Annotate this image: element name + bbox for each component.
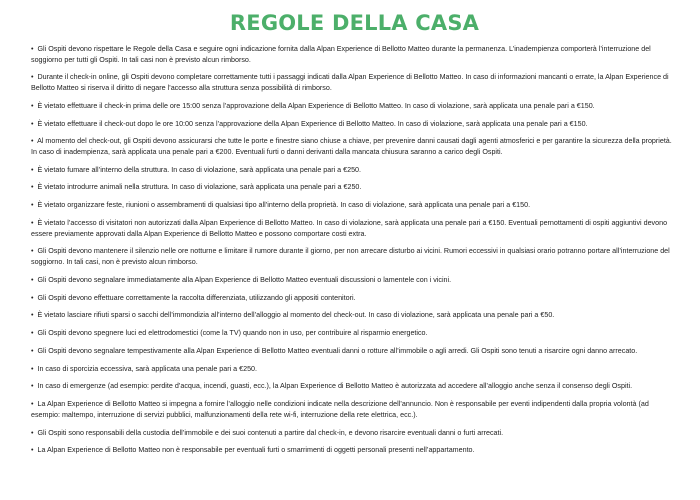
rule-text: È vietato fumare all’interno della struttura. In caso di violazione, sarà applicata una penale pari a €250. (37, 165, 361, 174)
rule-item (31, 182, 678, 193)
rules-list (31, 44, 678, 456)
rule-text: Al momento del check-out, gli Ospiti devono assicurarsi che tutte le porte e finestre siano chiuse a chiave, per prevenire danni causati dagli agenti atmosferici e per garantire la sicurezza della proprietà. In caso di inadempienza, sarà applicata una penale pari a €200. Eventuali furti o danni derivanti dalla mancata chiusura saranno a carico degli Ospiti. (31, 137, 672, 156)
document-title: REGOLE DELLA CASA (229, 11, 480, 35)
rule-text: In caso di emergenze (ad esempio: perdite d’acqua, incendi, guasti, ecc.), la Alpan Experience di Bellotto Matteo è autorizzata ad accedere all’alloggio anche senza il consenso degli Ospiti. (37, 382, 633, 391)
rule-text: È vietato introdurre animali nella struttura. In caso di violazione, sarà applicata una penale pari a €250. (37, 183, 362, 192)
bullet-icon: • (31, 201, 34, 210)
bullet-icon: • (31, 183, 34, 192)
rule-text: Gli Ospiti devono spegnere luci ed elettrodomestici (come la TV) quando non in uso, per contribuire al risparmio energetico. (37, 329, 428, 338)
rule-item (31, 328, 678, 339)
rule-text: La Alpan Experience di Bellotto Matteo non è responsabile per eventuali furti o smarrimenti di oggetti personali presenti nell’appartamento. (37, 446, 475, 455)
rule-text: Gli Ospiti sono responsabili della custodia dell’immobile e dei suoi contenuti a partire dal check-in, e devono risarcire eventuali danni o furti arrecati. (37, 428, 504, 437)
bullet-icon: • (31, 446, 34, 455)
rule-item (31, 364, 678, 375)
rule-item (31, 44, 678, 65)
rule-text: Gli Ospiti devono effettuare correttamente la raccolta differenziata, utilizzando gli appositi contenitori. (37, 293, 356, 302)
rule-text: Durante il check-in online, gli Ospiti devono completare correttamente tutti i passaggi indicati dalla Alpan Experience di Bellotto Matteo. In caso di informazioni mancanti o errate, la Alpan Experience di Bellotto Matteo si riserva il diritto di negare l’accesso alla struttura senza possibilità di rimborso. (31, 73, 669, 92)
bullet-icon: • (31, 311, 34, 320)
rule-text: È vietato effettuare il check-out dopo le ore 10:00 senza l’approvazione della Alpan Experience di Bellotto Matteo. In caso di violazione, sarà applicata una penale pari a €150. (37, 119, 588, 128)
rule-text: Gli Ospiti devono segnalare immediatamente alla Alpan Experience di Bellotto Matteo eventuali discussioni o lamentele con i vicini. (37, 275, 452, 284)
rule-item (31, 399, 678, 420)
bullet-icon: • (31, 329, 34, 338)
rule-item (31, 445, 678, 456)
rule-text: Gli Ospiti devono rispettare le Regole della Casa e seguire ogni indicazione fornita dalla Alpan Experience di Bellotto Matteo durante la permanenza. L’inadempienza comporterà l’interruzione del soggiorno per tutti gli Ospiti. In tali casi non è previsto alcun rimborso. (31, 45, 651, 64)
bullet-icon: • (31, 101, 34, 110)
rule-text: È vietato l’accesso di visitatori non autorizzati dalla Alpan Experience di Bellotto Matteo. In caso di violazione, sarà applicata una penale pari a €150. Eventuali pernottamenti di ospiti aggiuntivi devono essere previamente approvati dalla Alpan Experience di Bellotto Matteo e possono comportare costi extra. (31, 219, 668, 238)
rule-item (31, 119, 678, 130)
bullet-icon: • (31, 364, 34, 373)
rule-text: È vietato lasciare rifiuti sparsi o sacchi dell’immondizia all’interno dell’alloggio al momento del check-out. In caso di violazione, sarà applicata una penale pari a €50. (37, 311, 555, 320)
rule-item (31, 246, 678, 267)
rule-item (31, 293, 678, 304)
rule-item (31, 101, 678, 112)
rule-text: Gli Ospiti devono segnalare tempestivamente alla Alpan Experience di Bellotto Matteo eventuali danni o rotture all’immobile o agli arredi. Gli Ospiti sono tenuti a risarcire ogni danno arrecato. (37, 346, 638, 355)
rule-item (31, 428, 678, 439)
rule-item (31, 275, 678, 286)
bullet-icon: • (31, 275, 34, 284)
bullet-icon: • (31, 293, 34, 302)
rule-item (31, 136, 678, 157)
rule-item (31, 218, 678, 239)
rule-text: È vietato organizzare feste, riunioni o assembramenti di qualsiasi tipo all’interno della proprietà. In caso di violazione, sarà applicata una penale pari a €150. (37, 201, 531, 210)
bullet-icon: • (31, 382, 34, 391)
bullet-icon: • (31, 137, 34, 146)
bullet-icon: • (31, 219, 34, 228)
rule-item (31, 310, 678, 321)
rule-text: In caso di sporcizia eccessiva, sarà applicata una penale pari a €250. (37, 364, 257, 373)
rule-text: La Alpan Experience di Bellotto Matteo si impegna a fornire l’alloggio nelle condizioni indicate nella descrizione dell’annuncio. Non è responsabile per eventi indipendenti dalla propria volontà (ad esempio: maltempo, interruzione di servizi pubblici, malfunzionamenti della rete wi-fi, interruzione della rete elettrica, ecc.). (31, 400, 649, 419)
bullet-icon: • (31, 346, 34, 355)
rule-item (31, 72, 678, 93)
bullet-icon: • (31, 428, 34, 437)
rule-text: È vietato effettuare il check-in prima delle ore 15:00 senza l’approvazione della Alpan Experience di Bellotto Matteo. In caso di violazione, sarà applicata una penale pari a €150. (37, 101, 595, 110)
bullet-icon: • (31, 45, 34, 53)
rule-item (31, 381, 678, 392)
bullet-icon: • (31, 165, 34, 174)
bullet-icon: • (31, 73, 34, 82)
bullet-icon: • (31, 119, 34, 128)
rule-text: Gli Ospiti devono mantenere il silenzio nelle ore notturne e limitare il rumore durante il giorno, per non arrecare disturbo ai vicini. Rumori eccessivi in qualsiasi orario potranno portare all’interruzione del soggiorno. In tali casi, non è previsto alcun rimborso. (31, 247, 670, 266)
rule-item (31, 200, 678, 211)
bullet-icon: • (31, 400, 34, 409)
bullet-icon: • (31, 247, 34, 256)
rule-item (31, 346, 678, 357)
rule-item (31, 165, 678, 176)
